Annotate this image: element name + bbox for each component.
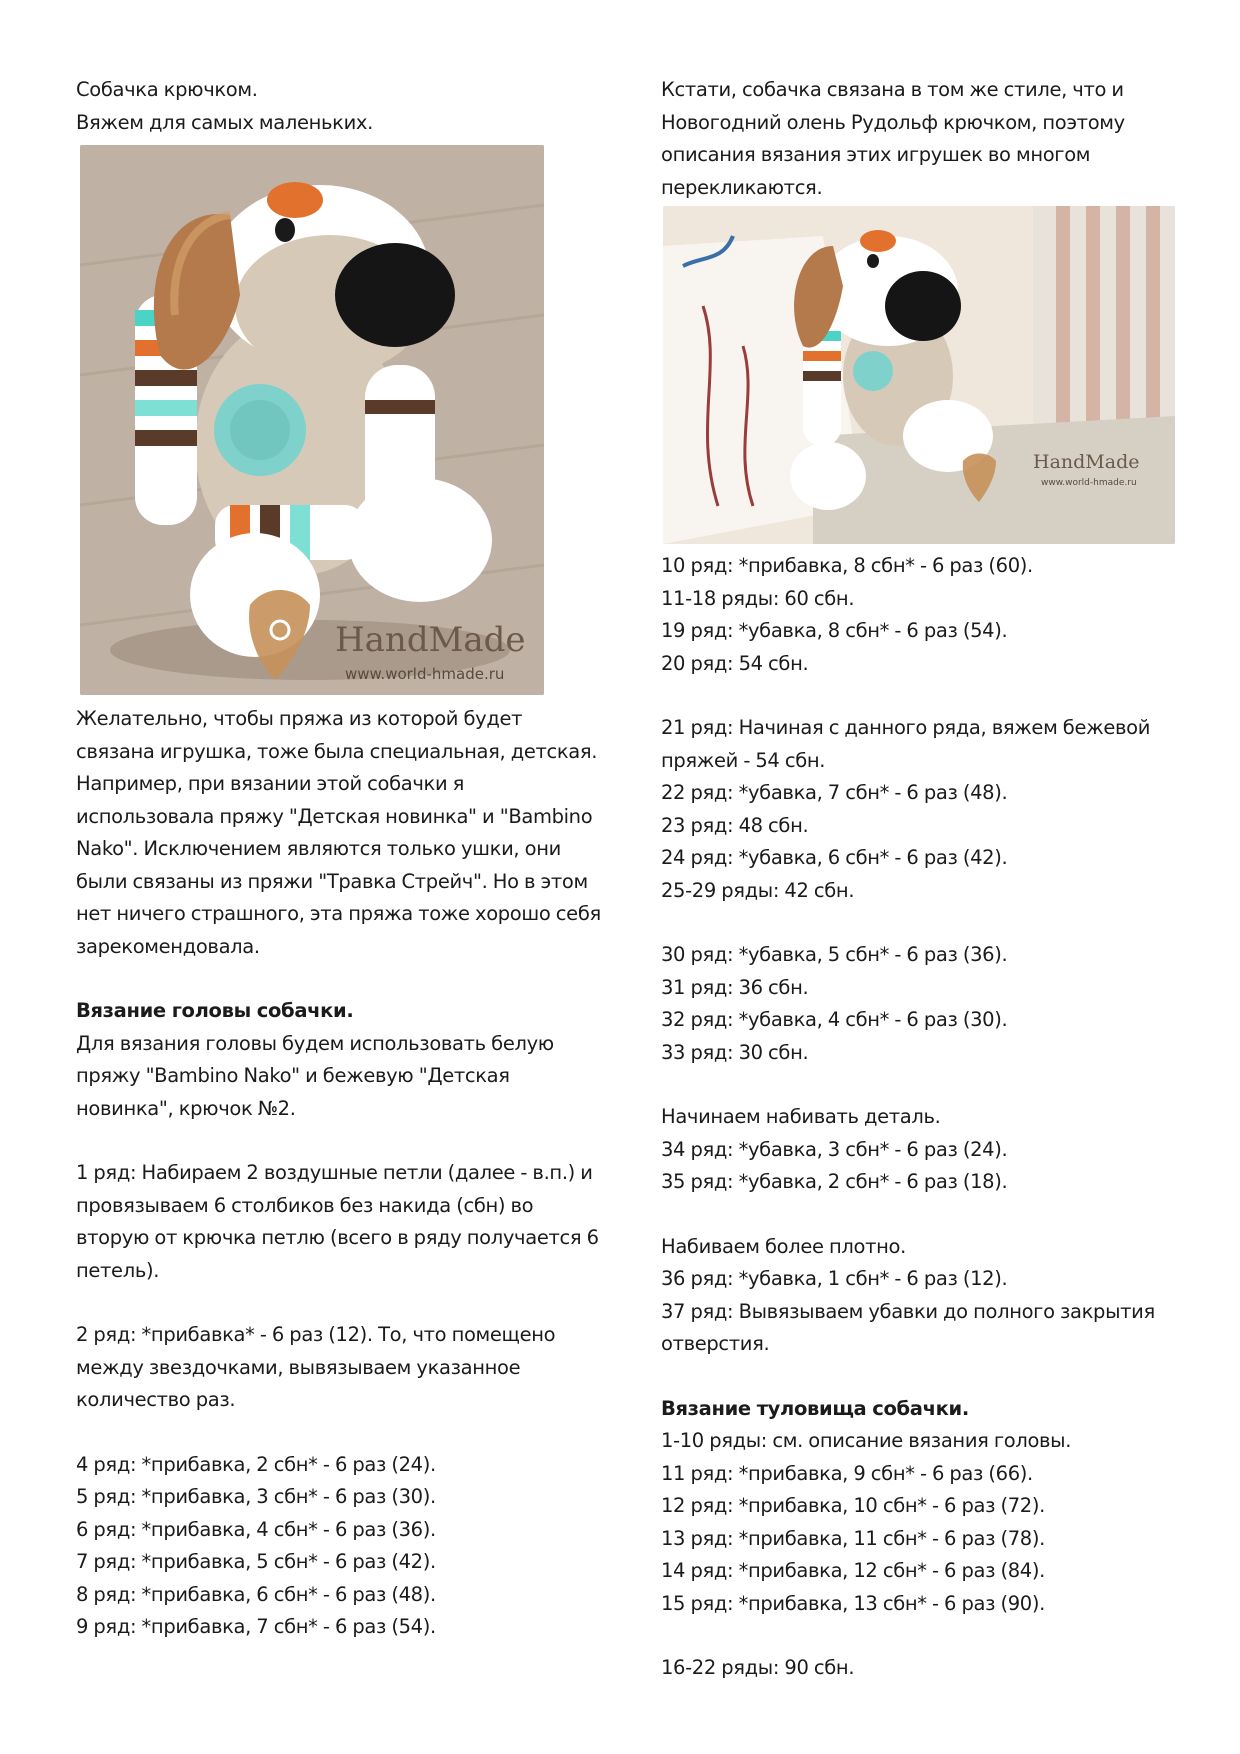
row-instruction: 14 ряд: *прибавка, 12 сбн* - 6 раз (84).: [661, 1559, 1045, 1582]
section-heading-head: Вязание головы собачки.: [76, 999, 354, 1022]
dog-photo-main: [80, 145, 544, 695]
crochet-dog-on-sofa-illustration: [663, 206, 1175, 544]
row-instruction: 8 ряд: *прибавка, 6 сбн* - 6 раз (48).: [76, 1582, 436, 1606]
row-instruction: 24 ряд: *убавка, 6 сбн* - 6 раз (42).: [661, 846, 1008, 869]
row-instruction: 5 ряд: *прибавка, 3 сбн* - 6 раз (30).: [76, 1485, 436, 1508]
watermark-url: www.world-hmade.ru: [345, 665, 505, 683]
paragraph-line: Новогодний олень Рудольф крючком, поэтому: [661, 110, 1125, 134]
row-instruction: 1 ряд: Набираем 2 воздушные петли (далее - в.п.) и: [76, 1161, 593, 1184]
section-heading-body: Вязание туловища собачки.: [661, 1396, 969, 1420]
row-instruction: 19 ряд: *убавка, 8 сбн* - 6 раз (54).: [661, 619, 1008, 642]
row-instruction: 11 ряд: *прибавка, 9 сбн* - 6 раз (66).: [661, 1461, 1033, 1485]
row-instruction: количество раз.: [76, 1388, 236, 1411]
watermark-brand: HandMade: [1033, 451, 1140, 473]
watermark-brand: HandMade: [335, 620, 526, 660]
row-instruction: 11-18 ряды: 60 сбн.: [661, 586, 855, 610]
title-line: Собачка крючком.: [76, 78, 258, 101]
paragraph-line: Например, при вязании этой собачки я: [76, 772, 465, 795]
row-instruction: 33 ряд: 30 сбн.: [661, 1040, 809, 1064]
crochet-dog-illustration: [80, 145, 544, 695]
row-instruction: 32 ряд: *убавка, 4 сбн* - 6 раз (30).: [661, 1008, 1008, 1031]
row-instruction: 16-22 ряды: 90 сбн.: [661, 1656, 855, 1679]
row-instruction: 20 ряд: 54 сбн.: [661, 651, 809, 675]
row-instruction: 6 ряд: *прибавка, 4 сбн* - 6 раз (36).: [76, 1517, 436, 1541]
paragraph-line: Кстати, собачка связана в том же стиле, что и: [661, 78, 1124, 101]
row-instruction: 22 ряд: *убавка, 7 сбн* - 6 раз (48).: [661, 781, 1008, 804]
paragraph-line: Желательно, чтобы пряжа из которой будет: [76, 707, 523, 730]
paragraph-line: зарекомендовала.: [76, 934, 260, 958]
row-instruction: 7 ряд: *прибавка, 5 сбн* - 6 раз (42).: [76, 1550, 436, 1573]
row-instruction: 15 ряд: *прибавка, 13 сбн* - 6 раз (90).: [661, 1591, 1045, 1615]
paragraph-line: новинка", крючок №2.: [76, 1096, 296, 1120]
paragraph-line: связана игрушка, тоже была специальная, детская.: [76, 739, 598, 763]
paragraph-line: нет ничего страшного, эта пряжа тоже хорошо себя: [76, 902, 601, 925]
row-instruction: пряжей - 54 сбн.: [661, 748, 826, 772]
dog-photo-secondary: [663, 206, 1175, 544]
row-instruction: Набиваем более плотно.: [661, 1234, 906, 1258]
paragraph-line: пряжу "Bambino Nako" и бежевую "Детская: [76, 1064, 510, 1087]
row-instruction: Начинаем набивать деталь.: [661, 1105, 941, 1128]
row-instruction: 31 ряд: 36 сбн.: [661, 975, 809, 999]
watermark-url: www.world-hmade.ru: [1041, 478, 1137, 488]
right-column: [661, 74, 1181, 1685]
row-instruction: 4 ряд: *прибавка, 2 сбн* - 6 раз (24).: [76, 1452, 436, 1476]
row-instruction: провязываем 6 столбиков без накида (сбн) во: [76, 1193, 534, 1217]
row-instruction: 36 ряд: *убавка, 1 сбн* - 6 раз (12).: [661, 1267, 1008, 1290]
row-instruction: 21 ряд: Начиная с данного ряда, вяжем бежевой: [661, 716, 1151, 739]
row-instruction: вторую от крючка петлю (всего в ряду получается 6: [76, 1226, 599, 1249]
paragraph-line: были связаны из пряжи "Травка Стрейч". Но в этом: [76, 869, 588, 893]
row-instruction: 12 ряд: *прибавка, 10 сбн* - 6 раз (72).: [661, 1494, 1045, 1517]
row-instruction: 2 ряд: *прибавка* - 6 раз (12). То, что помещено: [76, 1323, 556, 1346]
row-instruction: 37 ряд: Вывязываем убавки до полного закрытия: [661, 1299, 1155, 1323]
paragraph-line: использовала пряжу "Детская новинка" и "Bambino: [76, 804, 593, 828]
row-instruction: отверстия.: [661, 1332, 770, 1355]
paragraph-line: Для вязания головы будем использовать белую: [76, 1031, 554, 1055]
row-instruction: 30 ряд: *убавка, 5 сбн* - 6 раз (36).: [661, 943, 1008, 966]
row-instruction: петель).: [76, 1258, 160, 1282]
row-instruction: 34 ряд: *убавка, 3 сбн* - 6 раз (24).: [661, 1137, 1008, 1161]
row-instruction: 23 ряд: 48 сбн.: [661, 813, 809, 837]
row-instruction: 25-29 ряды: 42 сбн.: [661, 878, 855, 902]
row-instruction: между звездочками, вывязываем указанное: [76, 1355, 521, 1379]
row-instruction: 1-10 ряды: см. описание вязания головы.: [661, 1429, 1072, 1452]
subtitle-line: Вяжем для самых маленьких.: [76, 110, 373, 134]
row-instruction: 35 ряд: *убавка, 2 сбн* - 6 раз (18).: [661, 1170, 1008, 1193]
row-instruction: 13 ряд: *прибавка, 11 сбн* - 6 раз (78).: [661, 1526, 1045, 1550]
paragraph-line: описания вязания этих игрушек во многом: [661, 143, 1091, 166]
paragraph-line: Nako". Исключением являются только ушки, они: [76, 837, 561, 860]
paragraph-line: перекликаются.: [661, 175, 823, 199]
left-column: [76, 74, 606, 1644]
row-instruction: 9 ряд: *прибавка, 7 сбн* - 6 раз (54).: [76, 1615, 436, 1638]
row-instruction: 10 ряд: *прибавка, 8 сбн* - 6 раз (60).: [661, 554, 1033, 577]
